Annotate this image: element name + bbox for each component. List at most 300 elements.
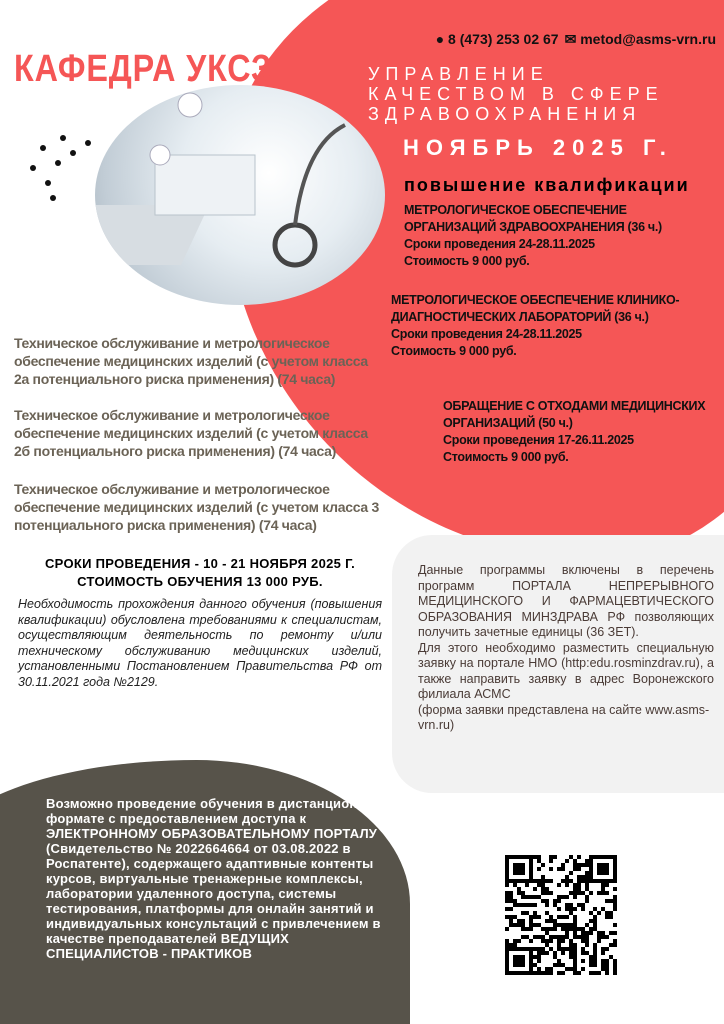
qr-module [601, 907, 605, 911]
qr-module [565, 947, 569, 951]
qr-module [533, 895, 537, 899]
qr-module [553, 955, 557, 959]
qr-module [609, 943, 613, 947]
qr-module [601, 963, 605, 967]
qr-module [513, 899, 517, 903]
course-price: Стоимость 9 000 руб. [404, 254, 530, 268]
qr-module [577, 867, 581, 871]
qr-module [565, 879, 569, 883]
qr-module [553, 951, 557, 955]
qr-module [553, 923, 557, 927]
qr-module [597, 935, 601, 939]
qr-module [593, 923, 597, 927]
qr-module [577, 863, 581, 867]
qr-module [565, 903, 569, 907]
qr-module [581, 951, 585, 955]
qr-module [593, 955, 597, 959]
qr-module [569, 903, 573, 907]
qr-module [569, 923, 573, 927]
qr-module [509, 891, 513, 895]
qr-module [581, 935, 585, 939]
qr-module [589, 959, 593, 963]
qr-module [537, 915, 541, 919]
qr-module [585, 879, 589, 883]
qr-module [545, 891, 549, 895]
qr-module [597, 911, 601, 915]
qr-module [533, 903, 537, 907]
qr-module [561, 927, 565, 931]
qr-module [553, 855, 557, 859]
course-title: МЕТРОЛОГИЧЕСКОЕ ОБЕСПЕЧЕНИЕ КЛИНИКО-ДИАГНОСТИЧЕСКИХ ЛАБОРАТОРИЙ (36 ч.) [391, 293, 680, 324]
qr-module [565, 883, 569, 887]
qr-module [589, 955, 593, 959]
qr-module [593, 951, 597, 955]
qr-module [565, 935, 569, 939]
qr-module [585, 871, 589, 875]
qr-module [569, 879, 573, 883]
qr-module [529, 927, 533, 931]
qr-module [581, 903, 585, 907]
qr-module [549, 927, 553, 931]
qr-module [573, 935, 577, 939]
qr-module [573, 863, 577, 867]
qr-module [605, 935, 609, 939]
qr-module [533, 963, 537, 967]
qr-module [557, 883, 561, 887]
qr-module [605, 891, 609, 895]
qr-module [561, 951, 565, 955]
qr-module [513, 915, 517, 919]
qr-module [557, 947, 561, 951]
qr-module [541, 891, 545, 895]
qr-module [541, 927, 545, 931]
qr-module [601, 891, 605, 895]
qr-module [581, 875, 585, 879]
person-icon: ● [435, 31, 445, 47]
qr-module [565, 915, 569, 919]
qr-module [605, 883, 609, 887]
qr-module [569, 855, 573, 859]
qr-module [613, 903, 617, 907]
subtitle [368, 64, 664, 124]
qr-module [613, 939, 617, 943]
qr-module [505, 927, 509, 931]
qr-module [569, 951, 573, 955]
nmo-p3: (форма заявки представлена на сайте www.asms-vrn.ru) [418, 702, 710, 732]
qr-module [561, 867, 565, 871]
qr-module [593, 915, 597, 919]
qr-module [597, 891, 601, 895]
qr-module [577, 935, 581, 939]
qr-module [533, 923, 537, 927]
qr-module [545, 919, 549, 923]
qr-module [585, 951, 589, 955]
qr-module [605, 899, 609, 903]
qr-module [513, 903, 517, 907]
qr-module [509, 943, 513, 947]
qr-module [521, 903, 525, 907]
qr-module [505, 895, 509, 899]
mail-icon: ✉ [564, 31, 577, 47]
qr-module [533, 855, 537, 859]
course-1 [404, 202, 714, 270]
qr-module [585, 923, 589, 927]
email[interactable] [565, 31, 716, 48]
email-text: metod@asms-vrn.ru [580, 31, 716, 47]
qr-module [509, 907, 513, 911]
qr-module [521, 919, 525, 923]
qr-module [581, 931, 585, 935]
qr-module [585, 931, 589, 935]
qr-module [545, 903, 549, 907]
qr-module [573, 927, 577, 931]
course-price: Стоимость 9 000 руб. [443, 450, 569, 464]
requirement-note: Необходимость прохождения данного обучения (повышения квалификации) обусловлена требованиями к специалистам, осуществляющим деятельность по ремонту и/или техническому обслуживанию медицинских изделий, установленными Постановлением Правительства РФ от 30.11.2021 года №2129. [18, 597, 382, 689]
qr-module [537, 947, 541, 951]
subtitle-line: ЗДРАВООХРАНЕНИЯ [368, 104, 642, 124]
qr-module [533, 971, 537, 975]
qr-module [613, 895, 617, 899]
qr-module [541, 935, 545, 939]
contacts [436, 31, 716, 48]
qr-module [573, 971, 577, 975]
qr-module [577, 891, 581, 895]
qr-module [569, 955, 573, 959]
qr-module [529, 919, 533, 923]
qr-module [549, 947, 553, 951]
qr-module [565, 967, 569, 971]
qr-module [509, 919, 513, 923]
qr-module [517, 939, 521, 943]
qr-module [549, 971, 553, 975]
qr-module [585, 943, 589, 947]
qr-module [585, 899, 589, 903]
qr-module [573, 931, 577, 935]
qr-module [605, 971, 609, 975]
course-title: ОБРАЩЕНИЕ С ОТХОДАМИ МЕДИЦИНСКИХ ОРГАНИЗАЦИЙ (50 ч.) [443, 399, 706, 430]
qr-module [545, 887, 549, 891]
qr-module [557, 867, 561, 871]
nmo-p2: Для этого необходимо разместить специальную заявку на портале НМО (http:edu.rosminzdrav.ru), а также направить заявку в адрес Воронежского филиала АСМС [418, 640, 714, 701]
qr-module [533, 915, 537, 919]
subtitle-line: КАЧЕСТВОМ В СФЕРЕ [368, 84, 664, 104]
qr-module [537, 971, 541, 975]
qr-module [605, 947, 609, 951]
qr-module [533, 955, 537, 959]
qr-module [545, 911, 549, 915]
qr-module [537, 923, 541, 927]
qr-module [553, 927, 557, 931]
qr-module [585, 859, 589, 863]
qr-module [581, 907, 585, 911]
phone-text: 8 (473) 253 02 67 [448, 31, 559, 47]
qr-module [549, 859, 553, 863]
qr-module [569, 907, 573, 911]
qr-module [505, 943, 509, 947]
qr-module [593, 919, 597, 923]
qr-module [593, 963, 597, 967]
qr-module [605, 915, 609, 919]
qr-module [533, 887, 537, 891]
qr-module [569, 911, 573, 915]
qr-module [561, 947, 565, 951]
qr-module [557, 963, 561, 967]
qr-module [557, 895, 561, 899]
qr-module [573, 967, 577, 971]
qr-module [549, 967, 553, 971]
qr-module [517, 923, 521, 927]
qr-module [541, 863, 545, 867]
qr-module [609, 915, 613, 919]
qr-module [545, 967, 549, 971]
qr-module [525, 935, 529, 939]
qr-module [589, 919, 593, 923]
qr-module [549, 891, 553, 895]
qr-module [557, 943, 561, 947]
qr-module [565, 895, 569, 899]
qr-module [545, 879, 549, 883]
qr-module [573, 959, 577, 963]
qr-module [581, 891, 585, 895]
qr-module [581, 879, 585, 883]
qr-module [537, 959, 541, 963]
qr-module [529, 903, 533, 907]
qr-module [541, 951, 545, 955]
qr-module [521, 935, 525, 939]
qr-module [581, 967, 585, 971]
qr-module [549, 935, 553, 939]
qr-module [513, 883, 517, 887]
qr-module [581, 863, 585, 867]
qr-module [537, 951, 541, 955]
qr-module [537, 867, 541, 871]
qr-module [557, 959, 561, 963]
qr-module [525, 895, 529, 899]
qr-module [561, 895, 565, 899]
qr-module [573, 963, 577, 967]
course-dates: Сроки проведения 17-26.11.2025 [443, 433, 634, 447]
qr-module [505, 915, 509, 919]
qr-module [581, 947, 585, 951]
qr-module [509, 899, 513, 903]
qr-module [545, 943, 549, 947]
qr-module [537, 967, 541, 971]
qr-module [517, 919, 521, 923]
qr-module [549, 867, 553, 871]
qr-module [553, 935, 557, 939]
qr-module [573, 895, 577, 899]
qr-module [573, 867, 577, 871]
qr-module [521, 911, 525, 915]
qr-module [541, 879, 545, 883]
qr-module [569, 871, 573, 875]
course-3 [443, 398, 719, 466]
qr-module [589, 891, 593, 895]
qr-module [521, 891, 525, 895]
qr-module [565, 907, 569, 911]
qr-module [577, 887, 581, 891]
qr-module [573, 919, 577, 923]
qr-module [549, 919, 553, 923]
qr-module [601, 947, 605, 951]
qr-module [521, 927, 525, 931]
qr-module [549, 915, 553, 919]
phone[interactable] [436, 31, 559, 48]
qr-module [505, 939, 509, 943]
qr-module [569, 947, 573, 951]
qr-module [537, 935, 541, 939]
qr-module [577, 971, 581, 975]
qr-module [533, 911, 537, 915]
qr-module [613, 887, 617, 891]
qr-module [545, 931, 549, 935]
qr-module [517, 903, 521, 907]
qr-module [537, 855, 541, 859]
qr-module [549, 939, 553, 943]
qr-module [565, 875, 569, 879]
qr-module [605, 911, 609, 915]
qr-module [585, 883, 589, 887]
qr-module [525, 927, 529, 931]
qr-module [561, 923, 565, 927]
qr-module [601, 951, 605, 955]
qr-module [529, 939, 533, 943]
qr-module [529, 895, 533, 899]
qr-module [613, 899, 617, 903]
qr-module [557, 915, 561, 919]
qr-module [573, 887, 577, 891]
qr-module [601, 935, 605, 939]
qr-module [569, 891, 573, 895]
qr-module [573, 955, 577, 959]
qr-module [553, 963, 557, 967]
qr-module [525, 911, 529, 915]
course-dates: Сроки проведения 24-28.11.2025 [391, 327, 582, 341]
qr-module [585, 935, 589, 939]
qr-module [533, 935, 537, 939]
qr-module [605, 967, 609, 971]
qr-module [529, 915, 533, 919]
qr-module [573, 951, 577, 955]
qr-module [505, 907, 509, 911]
qr-module [589, 931, 593, 935]
qr-module [585, 875, 589, 879]
qr-module [585, 895, 589, 899]
month: НОЯБРЬ 2025 Г. [403, 135, 673, 160]
qr-module [573, 947, 577, 951]
qr-module [521, 923, 525, 927]
qr-module [557, 907, 561, 911]
qr-module [533, 879, 537, 883]
qr-module [581, 927, 585, 931]
qr-module [593, 947, 597, 951]
qr-module [517, 891, 521, 895]
qr-module [509, 895, 513, 899]
qr-module [601, 959, 605, 963]
qr-module [585, 863, 589, 867]
qr-module [541, 899, 545, 903]
qr-module [565, 927, 569, 931]
qr-module [557, 899, 561, 903]
qr-module [553, 903, 557, 907]
course-dates: Сроки проведения 24-28.11.2025 [404, 237, 595, 251]
qr-module [561, 939, 565, 943]
schedule [0, 555, 400, 591]
qr-module [549, 879, 553, 883]
qr-module [573, 943, 577, 947]
qr-module [537, 883, 541, 887]
qr-module [593, 907, 597, 911]
qr-module [609, 911, 613, 915]
qr-module [601, 887, 605, 891]
qr-module [565, 923, 569, 927]
qr-module [553, 919, 557, 923]
qr-module [597, 939, 601, 943]
qr-module [585, 887, 589, 891]
qr-module [561, 915, 565, 919]
qr-module [561, 971, 565, 975]
qr-module [577, 883, 581, 887]
qr-module [593, 927, 597, 931]
qr-code[interactable] [505, 855, 617, 975]
qr-module [601, 967, 605, 971]
qr-module [577, 903, 581, 907]
qr-module [573, 907, 577, 911]
nmo-p1: Данные программы включены в перечень программ ПОРТАЛА НЕПРЕРЫВНОГО МЕДИЦИНСКОГО И ФАРМАЦЕВТИЧЕСКОГО ОБРАЗОВАНИЯ МИНЗДРАВА РФ позволяющих получить зачетные единицы (36 ЗЕТ). [418, 563, 714, 639]
qr-module [601, 931, 605, 935]
qr-module [597, 931, 601, 935]
qr-module [513, 943, 517, 947]
nmo-text [418, 563, 714, 734]
qr-module [589, 971, 593, 975]
qr-module [609, 931, 613, 935]
qr-module [613, 963, 617, 967]
qr-module [609, 955, 613, 959]
qr-module [597, 971, 601, 975]
qr-module [565, 859, 569, 863]
qr-module [541, 883, 545, 887]
qr-module [561, 963, 565, 967]
qr-module [561, 935, 565, 939]
qr-module [593, 943, 597, 947]
qr-module [561, 863, 565, 867]
qr-module [565, 931, 569, 935]
qr-module [593, 971, 597, 975]
course-2 [391, 292, 711, 360]
qr-module [557, 923, 561, 927]
qr-module [537, 895, 541, 899]
qr-module [557, 939, 561, 943]
subtitle-line: УПРАВЛЕНИЕ [368, 64, 549, 84]
qr-module [557, 935, 561, 939]
qr-module [513, 923, 517, 927]
qr-module [605, 959, 609, 963]
qr-module [585, 939, 589, 943]
qr-module [581, 939, 585, 943]
qr-module [569, 927, 573, 931]
qr-module [509, 923, 513, 927]
tech-course: Техническое обслуживание и метрологическое обеспечение медицинских изделий (с учетом класса 2б потенциального риска применения) (74 часа) [14, 407, 368, 459]
qr-module [589, 911, 593, 915]
tech-course: Техническое обслуживание и метрологическое обеспечение медицинских изделий (с учетом класса 2а потенциального риска применения) (74 часа) [14, 335, 368, 387]
qr-module [613, 959, 617, 963]
department-title: КАФЕДРА УКСЗ [14, 48, 273, 90]
qr-module [573, 923, 577, 927]
qr-module [509, 915, 513, 919]
qr-module [505, 883, 509, 887]
qr-module [541, 875, 545, 879]
qr-module [525, 883, 529, 887]
